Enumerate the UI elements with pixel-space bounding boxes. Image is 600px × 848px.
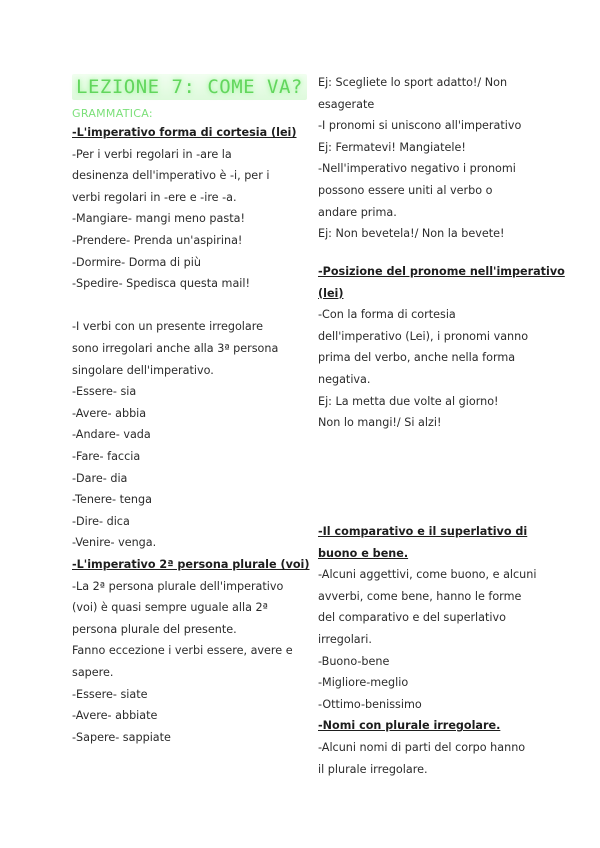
text-line: Ej: Non bevetela!/ Non la bevete!: [318, 227, 505, 241]
text-line: -Ottimo-benissimo: [318, 697, 422, 711]
text-line: -Essere- sia: [72, 385, 137, 399]
text-line: -Essere- siate: [72, 687, 148, 701]
text-line: -Alcuni aggettivi, come buono, e alcuni: [318, 568, 537, 582]
text-line: -I pronomi si uniscono all'imperativo: [318, 119, 522, 133]
text-line: -Avere- abbia: [72, 406, 147, 420]
page-title: LEZIONE 7: COME VA?: [72, 74, 307, 100]
text-line: il plurale irregolare.: [318, 762, 428, 776]
text-line: andare prima.: [318, 205, 397, 219]
text-line: -La 2ª persona plurale dell'imperativo: [72, 579, 284, 593]
text-line: -Andare- vada: [72, 428, 151, 442]
text-line: -I verbi con un presente irregolare: [72, 320, 264, 334]
text-line: -Dormire- Dorma di più: [72, 255, 201, 269]
text-line: -Con la forma di cortesia: [318, 308, 456, 322]
section-heading: -L'imperativo 2ª persona plurale (voi): [72, 558, 310, 571]
text-line: (voi) è quasi sempre uguale alla 2ª: [72, 601, 268, 615]
text-line: -Spedire- Spedisca questa mail!: [72, 277, 251, 291]
text-line: esagerate: [318, 97, 375, 111]
text-line: -Migliore-meglio: [318, 676, 409, 690]
text-line: dell'imperativo (Lei), i pronomi vanno: [318, 329, 529, 343]
section-heading: -Nomi con plurale irregolare.: [318, 719, 501, 733]
text-line: Ej: Scegliete lo sport adatto!/ Non: [318, 76, 508, 89]
text-line: -Tenere- tenga: [72, 493, 152, 507]
text-line: -Sapere- sappiate: [72, 730, 171, 744]
text-line: -Alcuni nomi di parti del corpo hanno: [318, 741, 526, 754]
section-heading: -Posizione del pronome nell'imperativo: [318, 265, 565, 278]
text-line: Ej: Fermatevi! Mangiatele!: [318, 140, 466, 154]
text-line: -Dare- dia: [72, 471, 128, 485]
text-line: -Buono-bene: [318, 654, 390, 668]
text-line: Non lo mangi!/ Si alzi!: [318, 416, 442, 430]
text-line: desinenza dell'imperativo è -i, per i: [72, 169, 270, 183]
section-label: GRAMMATICA:: [72, 107, 153, 120]
text-line: -Nell'imperativo negativo i pronomi: [318, 162, 516, 176]
section-heading: (lei): [318, 286, 344, 300]
text-line: -Venire- venga.: [72, 536, 157, 550]
text-line: -Mangiare- mangi meno pasta!: [72, 212, 245, 226]
section-heading: buono e bene.: [318, 546, 409, 560]
text-line: -Avere- abbiate: [72, 709, 158, 723]
text-line: verbi regolari in -ere e -ire -a.: [72, 190, 237, 204]
text-line: -Prendere- Prenda un'aspirina!: [72, 234, 243, 247]
text-line: negativa.: [318, 373, 371, 386]
text-line: Fanno eccezione i verbi essere, avere e: [72, 644, 293, 658]
text-line: Ej: La metta due volte al giorno!: [318, 394, 499, 408]
section-heading: -Il comparativo e il superlativo di: [318, 525, 528, 538]
text-line: singolare dell'imperativo.: [72, 363, 214, 377]
text-line: sono irregolari anche alla 3ª persona: [72, 342, 279, 355]
text-line: persona plurale del presente.: [72, 622, 237, 636]
text-line: -Per i verbi regolari in -are la: [72, 147, 232, 161]
text-line: avverbi, come bene, hanno le forme: [318, 589, 522, 603]
text-line: del comparativo e del superlativo: [318, 611, 506, 625]
section-heading: -L'imperativo forma di cortesia (lei): [72, 126, 297, 139]
text-line: -Fare- faccia: [72, 450, 141, 463]
text-line: -Dire- dica: [72, 514, 130, 528]
text-line: possono essere uniti al verbo o: [318, 184, 493, 197]
text-line: sapere.: [72, 666, 114, 679]
text-line: irregolari.: [318, 633, 372, 646]
text-line: prima del verbo, anche nella forma: [318, 351, 516, 365]
